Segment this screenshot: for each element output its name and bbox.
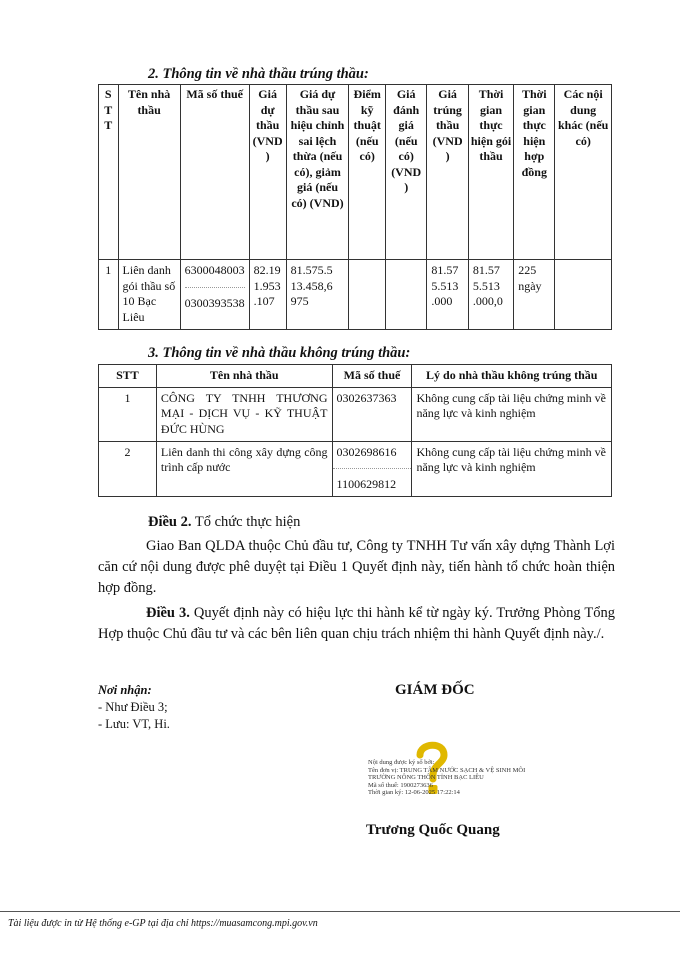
tax-code: 1100629812 — [336, 477, 397, 491]
cell-name: Liên danh gói thầu số 10 Bạc Liêu — [118, 260, 180, 330]
cell-stt: 1 — [99, 260, 119, 330]
article-title-text: Tổ chức thực hiện — [191, 514, 301, 530]
signer-name: Trương Quốc Quang — [366, 822, 500, 838]
col-header: Thời gian thực hiện hợp đồng — [514, 85, 555, 260]
col-header: Giá đánh giá (nếu có) (VND ) — [386, 85, 427, 260]
signature-line: TRƯỜNG NÔNG THÔN TỈNH BẠC LIÊU — [368, 774, 484, 781]
tax-code: 0300393538 — [184, 295, 245, 310]
signer-role: GIÁM ĐỐC — [395, 682, 475, 698]
article-label: Điều 2. — [148, 514, 192, 530]
signature-line: Nội dung được ký số bởi: — [368, 759, 435, 766]
cell-adjusted-price: 81.575.5 13.458,6 975 — [286, 260, 349, 330]
cell-winning-price: 81.57 5.513 .000 — [427, 260, 468, 330]
cell-eval-price — [386, 260, 427, 330]
table-row — [99, 387, 612, 441]
recipient-item: - Lưu: VT, Hi. — [98, 717, 170, 731]
cell-tax: 0302637363 — [332, 387, 412, 441]
signature-line: Thời gian ký: 12-06-2025 17:22:14 — [368, 789, 460, 796]
digital-signature-info — [368, 759, 525, 797]
cell-tax — [180, 260, 249, 330]
signature-line: Mã số thuế: 1900273636 — [368, 781, 433, 789]
article-label: Điều 3. — [146, 605, 190, 621]
tax-code: 6300048003 — [185, 263, 245, 288]
cell-reason: Không cung cấp tài liệu chứng minh về năng lực và kinh nghiệm — [412, 441, 612, 496]
cell-contract-time: 225 ngày — [514, 260, 555, 330]
table-row — [99, 441, 612, 496]
cell-bid-price: 82.19 1.953 .107 — [249, 260, 286, 330]
winning-bidder-table — [98, 84, 612, 330]
col-header: Thời gian thực hiện gói thầu — [468, 85, 513, 260]
cell-stt: 1 — [99, 387, 157, 441]
recipients-title: Nơi nhận: — [98, 683, 152, 697]
article-3-body: Quyết định này có hiệu lực thi hành kể từ ngày ký. Trưởng Phòng Tổng Hợp thuộc Chủ đầu tư và các bên liên quan chịu trách nhiệm thi hành Quyết định này./. — [98, 605, 616, 642]
col-header: Lý do nhà thầu không trúng thầu — [412, 365, 612, 388]
cell-name: CÔNG TY TNHH THƯƠNG MẠI - DỊCH VỤ - KỸ THUẬT ĐỨC HÙNG — [156, 387, 332, 441]
section2-heading: 2. Thông tin về nhà thầu trúng thầu: — [148, 66, 369, 82]
footer-divider — [0, 911, 680, 912]
article-2-title — [148, 512, 618, 533]
col-header: Giá dự thầu sau hiệu chỉnh sai lệch thừa (nếu có), giảm giá (nếu có) (VND) — [286, 85, 349, 260]
recipient-item: - Như Điều 3; — [98, 700, 168, 714]
cell-stt: 2 — [99, 441, 157, 496]
cell-name: Liên danh thi công xây dựng công trình cấp nước — [156, 441, 332, 496]
col-header: Giá trúng thầu (VND ) — [427, 85, 468, 260]
table-header-row — [99, 365, 612, 388]
col-header: Tên nhà thầu — [156, 365, 332, 388]
cell-tax — [332, 441, 412, 496]
cell-package-time: 81.57 5.513 .000,0 — [468, 260, 513, 330]
col-header: Mã số thuế — [180, 85, 249, 260]
col-header: Giá dự thầu (VND ) — [249, 85, 286, 260]
col-header: Mã số thuế — [332, 365, 412, 388]
col-header: Điểm kỹ thuật (nếu có) — [349, 85, 386, 260]
col-header: Tên nhà thầu — [118, 85, 180, 260]
table-header-row — [99, 85, 612, 260]
cell-tech-score — [349, 260, 386, 330]
section3-heading: 3. Thông tin về nhà thầu không trúng thầu: — [148, 345, 411, 361]
col-header: S T T — [99, 85, 119, 260]
col-header: Các nội dung khác (nếu có) — [555, 85, 612, 260]
losing-bidder-table — [98, 364, 612, 497]
cell-other — [555, 260, 612, 330]
cell-reason: Không cung cấp tài liệu chứng minh về năng lực và kinh nghiệm — [412, 387, 612, 441]
signature-line: Tên đơn vị: TRUNG TÂM NƯỚC SẠCH & VỆ SINH MÔI — [368, 766, 526, 774]
tax-code: 0302698616 — [333, 445, 412, 470]
footer-text: Tài liệu được in từ Hệ thống e-GP tại địa chỉ https://muasamcong.mpi.gov.vn — [8, 918, 318, 929]
article-3 — [98, 603, 615, 645]
col-header: STT — [99, 365, 157, 388]
table-row — [99, 260, 612, 330]
article-2-body: Giao Ban QLDA thuộc Chủ đầu tư, Công ty TNHH Tư vấn xây dựng Thành Lợi căn cứ nội dung được phê duyệt tại Điều 1 Quyết định này, tiến hành tổ chức hoàn thiện hợp đồng. — [98, 538, 615, 596]
